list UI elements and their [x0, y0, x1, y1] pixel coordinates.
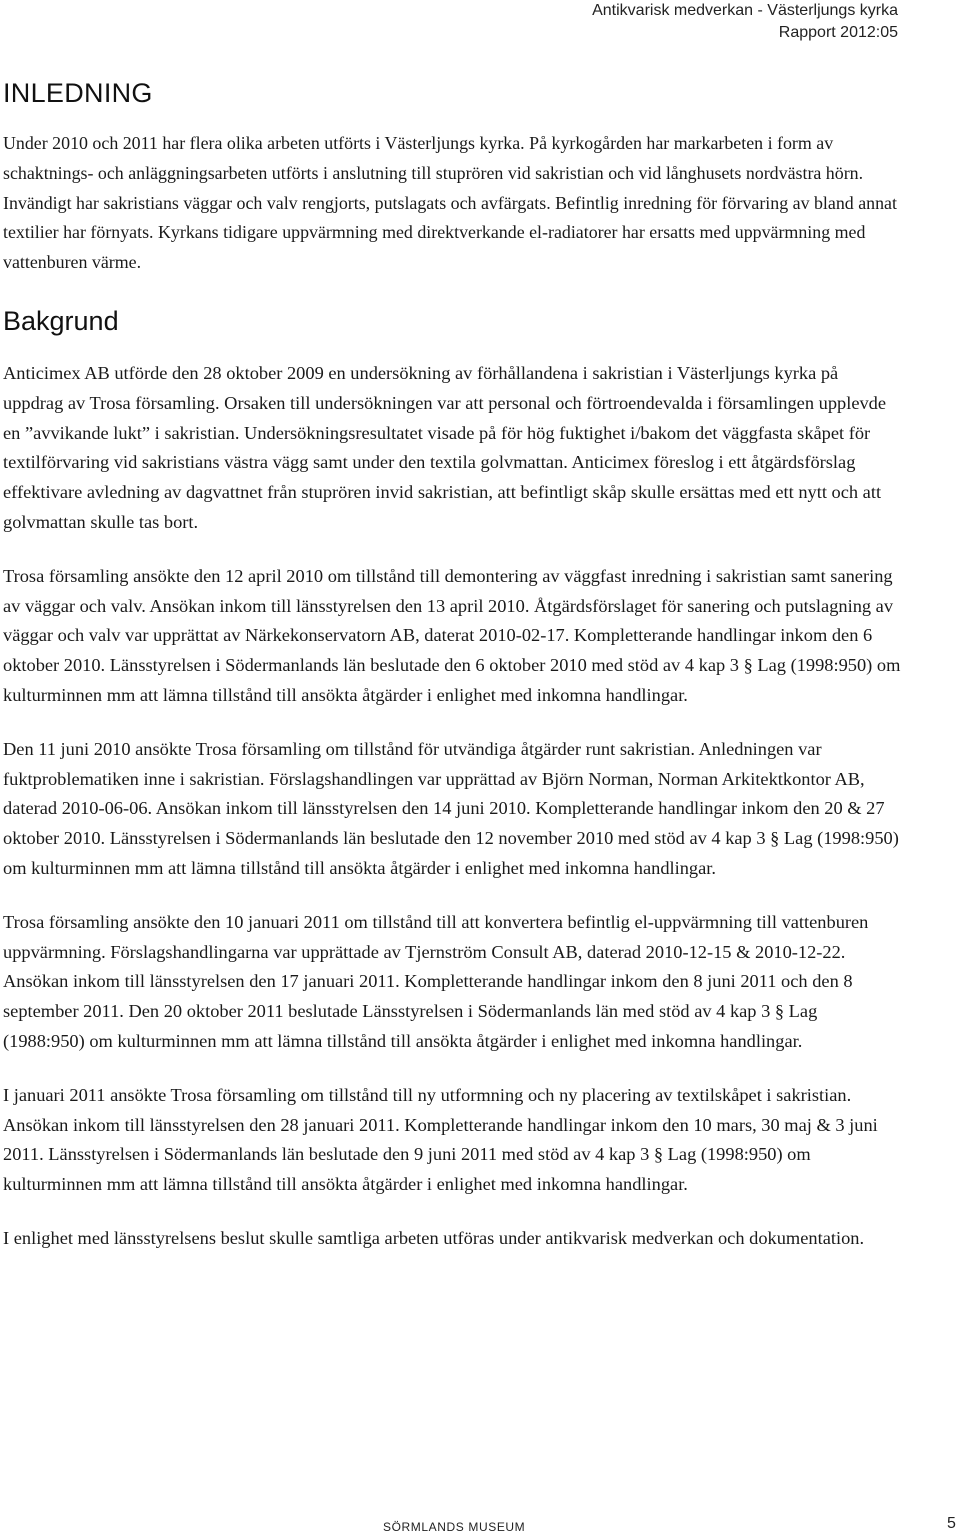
- intro-paragraph: Under 2010 och 2011 har flera olika arbeten utförts i Västerljungs kyrka. På kyrkogården har markarbeten i form av schaktnings- och anläggningsarbeten utförts i anslutning till stuprören vid sakristian och vid långhusets nordvästra hörn. Invändigt har sakristians väggar och valv rengjorts, putslagats och avfärgats. Befintlig inredning för förvaring av bland annat textilier har förnyats. Kyrkans tidigare uppvärmning med direktverkande el-radiatorer har ersatts med uppvärmning med vattenburen värme.: [3, 133, 897, 273]
- page-title: INLEDNING: [3, 78, 153, 108]
- publisher-footer: SÖRMLANDS MUSEUM: [383, 1520, 526, 1534]
- body-paragraph: Den 11 juni 2010 ansökte Trosa församling om tillstånd för utvändiga åtgärder runt sakristian. Anledningen var fuktproblematiken inne i sakristian. Förslagshandlingen var upprättad av Björn Norman, Norman Arkitektkontor AB, daterad 2010-06-06. Ansökan inkom till länsstyrelsen den 14 juni 2010. Kompletterande handlingar inkom den 20 & 27 oktober 2010. Länsstyrelsen i Södermanlands län beslutade den 12 november 2010 med stöd av 4 kap 3 § Lag (1998:950) om kulturminnen mm att lämna tillstånd till ansökta åtgärder i enlighet med inkomna handlingar.: [3, 738, 899, 878]
- document-body: [3, 78, 903, 1254]
- page-header: [592, 0, 898, 44]
- section-heading: Bakgrund: [3, 305, 119, 336]
- body-paragraph: I januari 2011 ansökte Trosa församling om tillstånd till ny utformning och ny placering av textilskåpet i sakristian. Ansökan inkom till länsstyrelsen den 28 januari 2011. Kompletterande handlingar inkom den 10 mars, 30 maj & 3 juni 2011. Länsstyrelsen i Södermanlands län beslutade den 9 juni 2011 med stöd av 4 kap 3 § Lag (1998:950) om kulturminnen mm att lämna tillstånd till ansökta åtgärder i enlighet med inkomna handlingar.: [3, 1084, 878, 1195]
- report-title: Antikvarisk medverkan - Västerljungs kyrka: [592, 2, 898, 19]
- body-paragraph: I enlighet med länsstyrelsens beslut skulle samtliga arbeten utföras under antikvarisk medverkan och dokumentation.: [3, 1227, 865, 1248]
- body-paragraph: Trosa församling ansökte den 12 april 2010 om tillstånd till demontering av väggfast inredning i sakristian samt sanering av väggar och valv. Ansökan inkom till länsstyrelsen den 13 april 2010. Åtgärdsförslaget för sanering och putslagning av väggar och valv var upprättat av Närkekonservatorn AB, daterat 2010-02-17. Kompletterande handlingar inkom den 6 oktober 2010. Länsstyrelsen i Södermanlands län beslutade den 6 oktober 2010 med stöd av 4 kap 3 § Lag (1998:950) om kulturminnen mm att lämna tillstånd till ansökta åtgärder i enlighet med inkomna handlingar.: [3, 565, 901, 705]
- page-number: 5: [947, 1515, 956, 1532]
- body-paragraph: Trosa församling ansökte den 10 januari 2011 om tillstånd till att konvertera befintlig el-uppvärmning till vattenburen uppvärmning. Förslagshandlingarna var upprättade av Tjernström Consult AB, daterad 2010-12-15 & 2010-12-22. Ansökan inkom till länsstyrelsen den 17 januari 2011. Kompletterande handlingar inkom den 8 juni 2011 och den 8 september 2011. Den 20 oktober 2011 beslutade Länsstyrelsen i Södermanlands län med stöd av 4 kap 3 § Lag (1988:950) om kulturminnen mm att lämna tillstånd till ansökta åtgärder i enlighet med inkomna handlingar.: [3, 911, 869, 1051]
- report-number: Rapport 2012:05: [778, 24, 898, 41]
- body-paragraph: Anticimex AB utförde den 28 oktober 2009 en undersökning av förhållandena i sakristian i Västerljungs kyrka på uppdrag av Trosa församling. Orsaken till undersökningen var att personal och förtroendevalda i församlingen upplevde en ”avvikande lukt” i sakristian. Undersökningsresultatet visade på för hög fuktighet i/bakom det väggfasta skåpet för textilförvaring vid sakristians västra vägg samt under den textila golvmattan. Anticimex föreslog i ett åtgärdsförslag effektivare avledning av dagvattnet från stuprören invid sakristian, att befintligt skåp skulle ersättas med ett nytt och att golvmattan skulle tas bort.: [3, 362, 887, 532]
